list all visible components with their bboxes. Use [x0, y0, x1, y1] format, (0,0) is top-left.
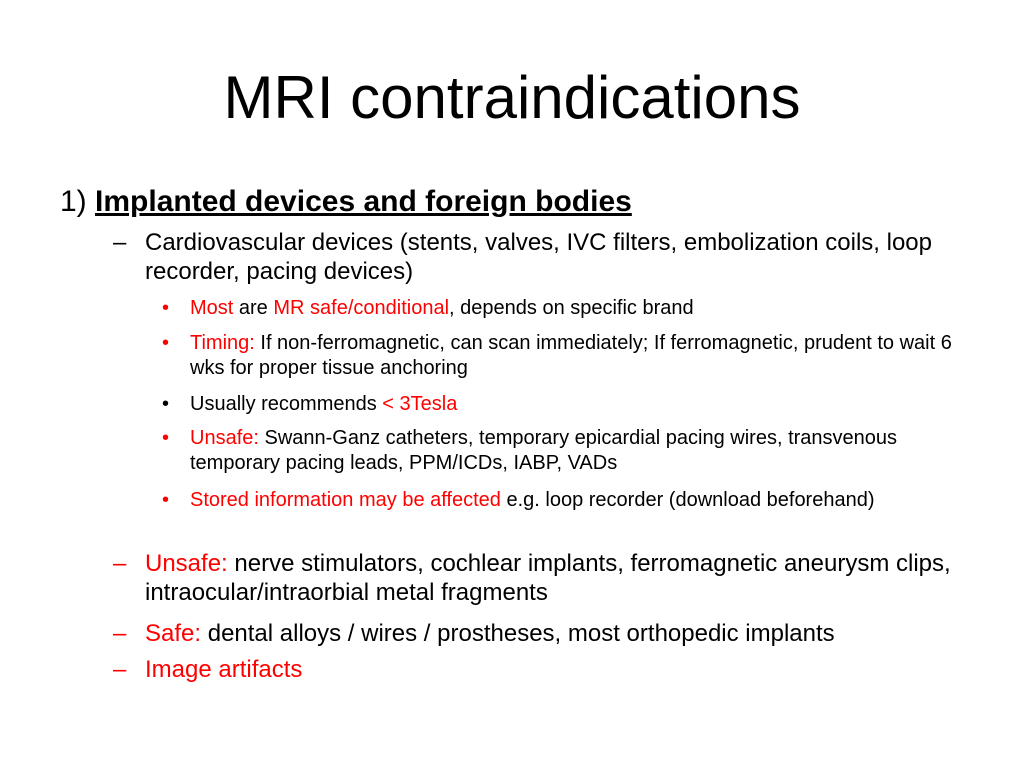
- list-item-text: [113, 549, 973, 607]
- emphasis-text: Unsafe:: [190, 427, 259, 449]
- bullet-marker: •: [162, 427, 170, 449]
- plain-text: Swann-Ganz catheters, temporary epicardial pacing wires, transvenous temporary pacing leads, PPM/ICDs, IABP, VADs: [190, 427, 898, 474]
- emphasis-text: Most: [190, 297, 234, 319]
- bullet-marker: •: [162, 393, 170, 415]
- emphasis-text: < 3Tesla: [382, 393, 458, 415]
- dash-marker: –: [113, 550, 127, 577]
- sub-item-text: [162, 488, 982, 513]
- plain-text: Usually recommends: [190, 393, 383, 415]
- list-item-image-artifacts: [113, 655, 973, 684]
- list-item-safe: [113, 619, 973, 648]
- emphasis-text: Unsafe:: [145, 550, 228, 577]
- emphasis-text: MR safe/conditional: [273, 297, 450, 319]
- sub-item-text: [162, 296, 982, 321]
- sub-item-text: [162, 331, 982, 381]
- plain-text: If non-ferromagnetic, can scan immediately; If ferromagnetic, prudent to wait 6 wks for proper tissue anchoring: [190, 332, 952, 379]
- sub-item-timing: [162, 331, 982, 381]
- bullet-marker: •: [162, 489, 170, 511]
- list-item-text: [113, 655, 973, 684]
- sub-item-text: [162, 392, 982, 417]
- bullet-marker: •: [162, 332, 170, 354]
- plain-text: e.g. loop recorder (download beforehand): [500, 489, 875, 511]
- list-item-unsafe: [113, 549, 973, 607]
- bullet-marker: •: [162, 297, 170, 319]
- plain-text: , depends on specific brand: [449, 297, 694, 319]
- emphasis-text: Timing:: [190, 332, 255, 354]
- sub-item-stored-info: [162, 488, 982, 513]
- list-item-cardiovascular: [113, 228, 973, 286]
- section-heading: [60, 183, 632, 221]
- plain-text: dental alloys / wires / prostheses, most orthopedic implants: [201, 620, 835, 647]
- sub-item-most-safe: [162, 296, 982, 321]
- emphasis-text: Safe:: [145, 620, 202, 647]
- slide-title: MRI contraindications: [223, 64, 801, 131]
- plain-text: are: [233, 297, 274, 319]
- dash-marker: –: [113, 620, 127, 647]
- sub-item-unsafe-devices: [162, 426, 982, 476]
- dash-marker: –: [113, 656, 127, 683]
- sub-item-tesla: [162, 392, 982, 417]
- plain-text: nerve stimulators, cochlear implants, ferromagnetic aneurysm clips, intraocular/intraorbial metal fragments: [145, 550, 951, 606]
- dash-marker: –: [113, 229, 127, 256]
- section-heading-text: Implanted devices and foreign bodies: [95, 185, 632, 218]
- sub-item-text: [162, 426, 982, 476]
- list-item-text: [113, 619, 973, 648]
- list-item-text: Cardiovascular devices (stents, valves, IVC filters, embolization coils, loop recorder, pacing devices): [145, 229, 932, 285]
- section-number: 1): [60, 185, 87, 218]
- emphasis-text: Stored information may be affected: [190, 489, 501, 511]
- emphasis-text: Image artifacts: [145, 656, 303, 683]
